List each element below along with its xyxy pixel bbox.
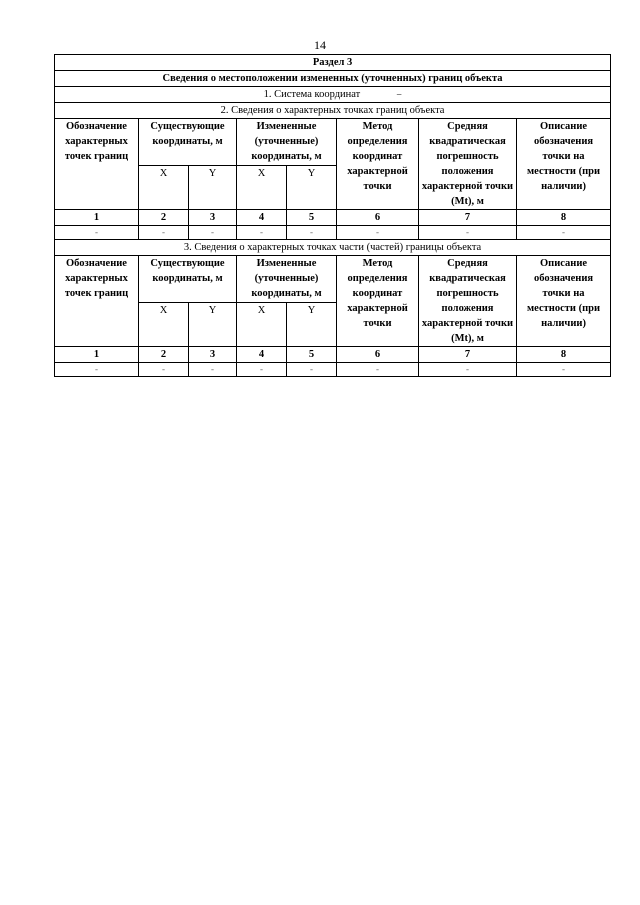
table1-col-number: 2 [139, 210, 189, 226]
table1-col-number: 6 [337, 210, 419, 226]
coordinate-system-value: – [396, 89, 402, 99]
table1-col-number: 1 [55, 210, 139, 226]
table2-cell: - [55, 363, 139, 377]
table1-caption: 2. Сведения о характерных точках границ объекта [55, 103, 611, 119]
coordinate-system-row [55, 87, 611, 103]
table2-data-row [55, 363, 611, 377]
table2-col-number: 2 [139, 347, 189, 363]
table2-header-existing-x: X [139, 303, 189, 347]
table1-cell: - [189, 226, 237, 240]
section-subtitle: Сведения о местоположении измененных (уточненных) границ объекта [55, 71, 611, 87]
table2-col-number: 4 [237, 347, 287, 363]
table2-header-changed-y: Y [287, 303, 337, 347]
table1-header-designation: Обозначение характерных точек границ [55, 119, 139, 210]
table2-cell: - [139, 363, 189, 377]
table2-caption: 3. Сведения о характерных точках части (частей) границы объекта [55, 240, 611, 256]
table1-header-existing: Существующие координаты, м [139, 119, 237, 166]
table1-header-changed-x: X [237, 166, 287, 210]
table1-col-number: 8 [517, 210, 611, 226]
table2-cell: - [419, 363, 517, 377]
table2-header-changed-x: X [237, 303, 287, 347]
table1-col-number: 4 [237, 210, 287, 226]
table1-cell: - [419, 226, 517, 240]
table2-col-number: 6 [337, 347, 419, 363]
table1-data-row [55, 226, 611, 240]
table1-col-number: 7 [419, 210, 517, 226]
table2-col-number: 3 [189, 347, 237, 363]
table2-header-existing-y: Y [189, 303, 237, 347]
table2-header-method: Метод определения координат характерной точки [337, 256, 419, 347]
table1-header-existing-y: Y [189, 166, 237, 210]
table2-col-number: 8 [517, 347, 611, 363]
table1-header-changed: Измененные (уточненные) координаты, м [237, 119, 337, 166]
table2-header-designation: Обозначение характерных точек границ [55, 256, 139, 347]
table1-header-existing-x: X [139, 166, 189, 210]
table2-number-row [55, 347, 611, 363]
table1-cell: - [237, 226, 287, 240]
table2-cell: - [517, 363, 611, 377]
table2-header-description: Описание обозначения точки на местности (при наличии) [517, 256, 611, 347]
table2-cell: - [337, 363, 419, 377]
table1-number-row [55, 210, 611, 226]
table1-header-error: Средняя квадратическая погрешность положения характерной точки (Mt), м [419, 119, 517, 210]
page-number: 14 [314, 38, 326, 52]
table1-header-method: Метод определения координат характерной точки [337, 119, 419, 210]
coordinate-system-label: 1. Система координат [263, 89, 361, 100]
table2-header-changed: Измененные (уточненные) координаты, м [237, 256, 337, 303]
table2-cell: - [237, 363, 287, 377]
table1-cell: - [517, 226, 611, 240]
table2-header-error: Средняя квадратическая погрешность положения характерной точки (Mt), м [419, 256, 517, 347]
table2-col-number: 1 [55, 347, 139, 363]
table2-header-existing: Существующие координаты, м [139, 256, 237, 303]
table2-cell: - [189, 363, 237, 377]
table1-cell: - [139, 226, 189, 240]
table1-cell: - [287, 226, 337, 240]
table1-cell: - [55, 226, 139, 240]
table2-col-number: 5 [287, 347, 337, 363]
table1-col-number: 5 [287, 210, 337, 226]
section-title: Раздел 3 [55, 55, 611, 71]
table1-header-changed-y: Y [287, 166, 337, 210]
table1-col-number: 3 [189, 210, 237, 226]
section-table [54, 54, 611, 377]
table2-col-number: 7 [419, 347, 517, 363]
table1-cell: - [337, 226, 419, 240]
table1-header-description: Описание обозначения точки на местности (при наличии) [517, 119, 611, 210]
table2-cell: - [287, 363, 337, 377]
